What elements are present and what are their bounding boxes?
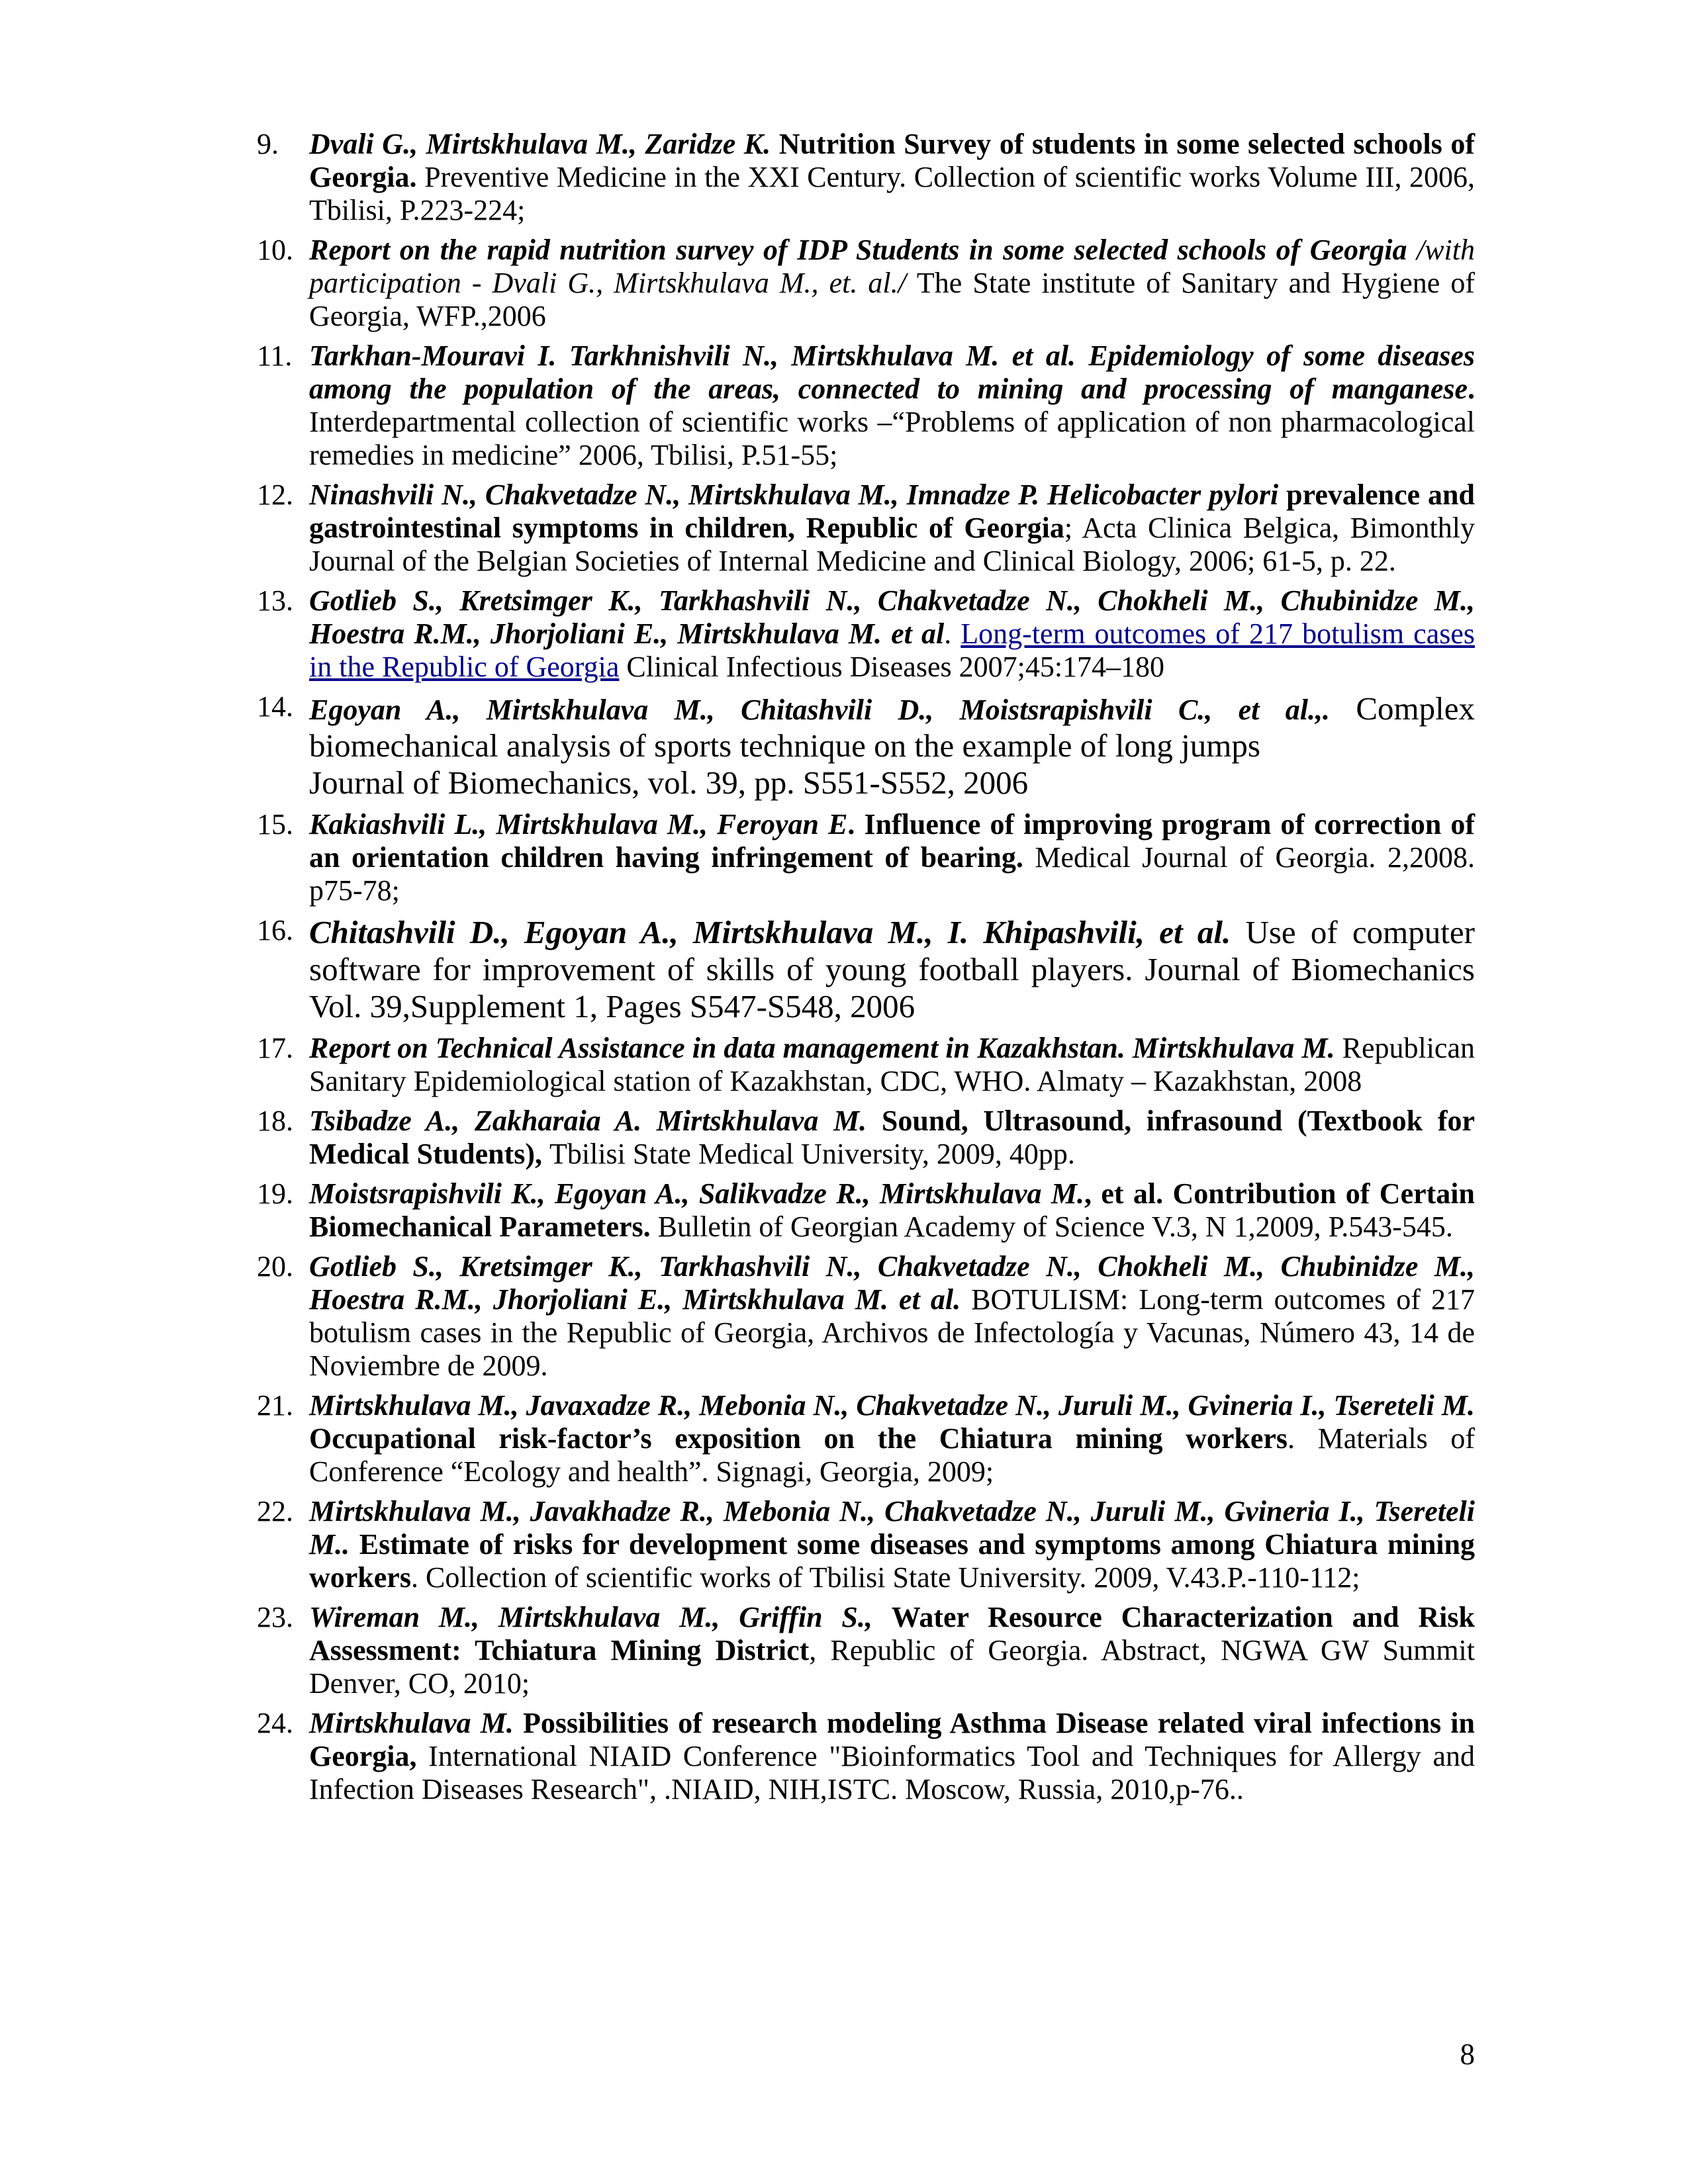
item-number: 11. [257,340,293,372]
text-run: Chitashvili D., Egoyan A., Mirtskhulava M., I. Khipashvili, et al. [309,914,1246,950]
text-run: . Influence of improving program of correction of an orientation children having infringement of bearing. [309,808,1475,874]
text-run: Egoyan A., Mirtskhulava M., Chitashvili D., Moistsrapishvili C., et al.,. [309,694,1356,726]
text-run: prevalence and gastrointestinal symptoms in children, Republic of Georgia [309,478,1476,544]
text-run: International NIAID Conference "Bioinformatics Tool and Techniques for Allergy and Infection Diseases Research", .NIAID, NIH,ISTC. Moscow, Russia, 2010,p-76.. [309,1740,1475,1805]
text-run: Sound, Ultrasound, infrasound (Textbook for Medical Students), [309,1105,1475,1170]
publication-list [257,128,1475,1813]
item-number: 16. [257,914,293,946]
item-number: 14. [257,690,293,723]
text-run: , Republic of Georgia. Abstract, NGWA GW Summit Denver, CO, 2010; [309,1634,1475,1700]
item-number: 12. [257,478,293,511]
text-run: Journal of Biomechanics, vol. 39, pp. S551-S552, 2006 [309,764,1029,801]
text-run: . [1468,373,1475,405]
text-run: Mirtskhulava M. [309,1707,524,1739]
item-number: 24. [257,1707,293,1739]
text-run: The State institute of Sanitary and Hygiene of Georgia, WFP.,2006 [309,267,1475,332]
reference-item [257,1032,1475,1098]
text-run: Medical Journal of Georgia. 2,2008. p75-78; [309,841,1475,907]
text-run: Tarkhan-Mouravi I. Tarkhnishvili N., Mirtskhulava M. et al. Epidemiology of some diseases among the population of the areas, connected to mining and processing of manganese [309,340,1475,405]
reference-item [257,128,1475,227]
reference-item [257,1601,1475,1700]
text-run: Dvali G., Mirtskhulava M., Zaridze K. [309,128,779,160]
botulism-article-link[interactable]: Long-term outcomes of 217 botulism cases in the Republic of Georgia [309,617,1476,683]
text-run: Gotlieb S., Kretsimger K., Tarkhashvili N., Chakvetadze N., Chokheli M., Chubinidze M., Hoestra R.M., Jhorjoliani E., Mirtskhulava M. et al. [309,1250,1475,1316]
text-run: Report on Technical Assistance in data management in Kazakhstan. Mirtskhulava M. [309,1032,1342,1064]
text-run: Bulletin of Georgian Academy of Science V.3, N 1,2009, P.543-545. [657,1210,1453,1243]
text-run: Moistsrapishvili K., Egoyan A., Salikvadze R., Mirtskhulava M. [309,1177,1084,1210]
item-number: 19. [257,1177,293,1210]
reference-item [257,584,1475,684]
item-number: 22. [257,1495,293,1527]
text-run: Wireman M., Mirtskhulava M., Griffin S., [309,1601,892,1633]
reference-item [257,808,1475,907]
page-number: 8 [1460,2038,1475,2071]
text-run: BOTULISM: Long-term outcomes of 217 botulism cases in the Republic of Georgia, Archivos de Infectología y Vacunas, Número 43, 14 de Noviembre de 2009. [309,1283,1475,1382]
text-run: Tbilisi State Medical University, 2009, 40pp. [549,1138,1075,1170]
item-number: 17. [257,1032,293,1064]
text-run: Mirtskhulava M., Javaxadze R., Mebonia N., Chakvetadze N., Juruli M., Gvineria I., Tsereteli M. [309,1389,1475,1422]
text-run: Water Resource Characterization and Risk Assessment: Tchiatura Mining District [309,1601,1475,1666]
reference-item [257,1177,1475,1244]
text-run: Estimate of risks for development some diseases and symptoms among Chiatura mining workers [309,1528,1475,1594]
reference-item [257,690,1475,801]
item-number: 20. [257,1250,293,1283]
text-run: Use of computer software for improvement of skills of young football players. Journal of Biomechanics Vol. 39,Supplement 1, Pages S547-S548, 2006 [309,914,1475,1024]
reference-item [257,914,1475,1025]
reference-item [257,478,1475,578]
reference-item [257,1707,1475,1806]
text-run: Possibilities of research modeling Asthma Disease related viral infections in Georgia, [309,1707,1476,1772]
item-number: 10. [257,234,293,266]
text-run: Republican Sanitary Epidemiological station of Kazakhstan, CDC, WHO. Almaty – Kazakhstan, 2008 [309,1032,1475,1097]
reference-item [257,1250,1475,1383]
text-run: Mirtskhulava M., Javakhadze R., Mebonia N., Chakvetadze N., Juruli M., Gvineria I., Tsereteli M.. [309,1495,1475,1561]
text-run: . [944,617,961,650]
text-run: Kakiashvili L., Mirtskhulava M., Feroyan E [309,808,848,841]
text-run: Tsibadze A., Zakharaia A. Mirtskhulava M. [309,1105,882,1137]
text-run: Occupational risk-factor’s exposition on the Chiatura mining workers [309,1422,1288,1455]
text-run: . Collection of scientific works of Tbilisi State University. 2009, V.43.P.-110-112; [410,1561,1360,1594]
item-number: 21. [257,1389,293,1422]
item-number: 15. [257,808,293,841]
text-run: Nutrition Survey of students in some selected schools of Georgia. [309,128,1476,193]
text-run: Preventive Medicine in the XXI Century. Collection of scientific works Volume III, 2006, Tbilisi, P.223-224; [309,161,1475,226]
text-run: , et al. Contribution of Certain Biomechanical Parameters. [309,1177,1475,1243]
text-run: Gotlieb S., Kretsimger K., Tarkhashvili N., Chakvetadze N., Chokheli M., Chubinidze M., Hoestra R.M., Jhorjoliani E., Mirtskhulava M. et al [309,584,1475,650]
text-run: ; Acta Clinica Belgica, Bimonthly Journal of the Belgian Societies of Internal Medicine and Clinical Biology, 2006; 61-5, p. 22. [309,512,1475,577]
text-run: Clinical Infectious Diseases 2007;45:174–180 [619,651,1165,683]
item-number: 23. [257,1601,293,1633]
reference-item [257,340,1475,472]
text-run: /with participation - Dvali G., Mirtskhulava M., et. al./ [309,234,1475,299]
reference-item [257,1105,1475,1171]
text-run: Ninashvili N., Chakvetadze N., Mirtskhulava M., Imnadze P. Helicobacter pylori [309,478,1287,511]
item-number: 18. [257,1105,293,1137]
text-run: Complex biomechanical analysis of sports technique on the example of long jumps [309,690,1475,764]
item-number: 13. [257,584,293,617]
text-run: Report on the rapid nutrition survey of IDP Students in some selected schools of Georgia [309,234,1417,266]
text-run: . Materials of Conference “Ecology and health”. Signagi, Georgia, 2009; [309,1422,1476,1488]
reference-item [257,1495,1475,1594]
item-number: 9. [257,128,279,160]
text-run: Interdepartmental collection of scientific works –“Problems of application of non pharmacological remedies in medicine” 2006, Tbilisi, P.51-55; [309,406,1475,471]
reference-item [257,234,1475,333]
reference-item [257,1389,1475,1488]
